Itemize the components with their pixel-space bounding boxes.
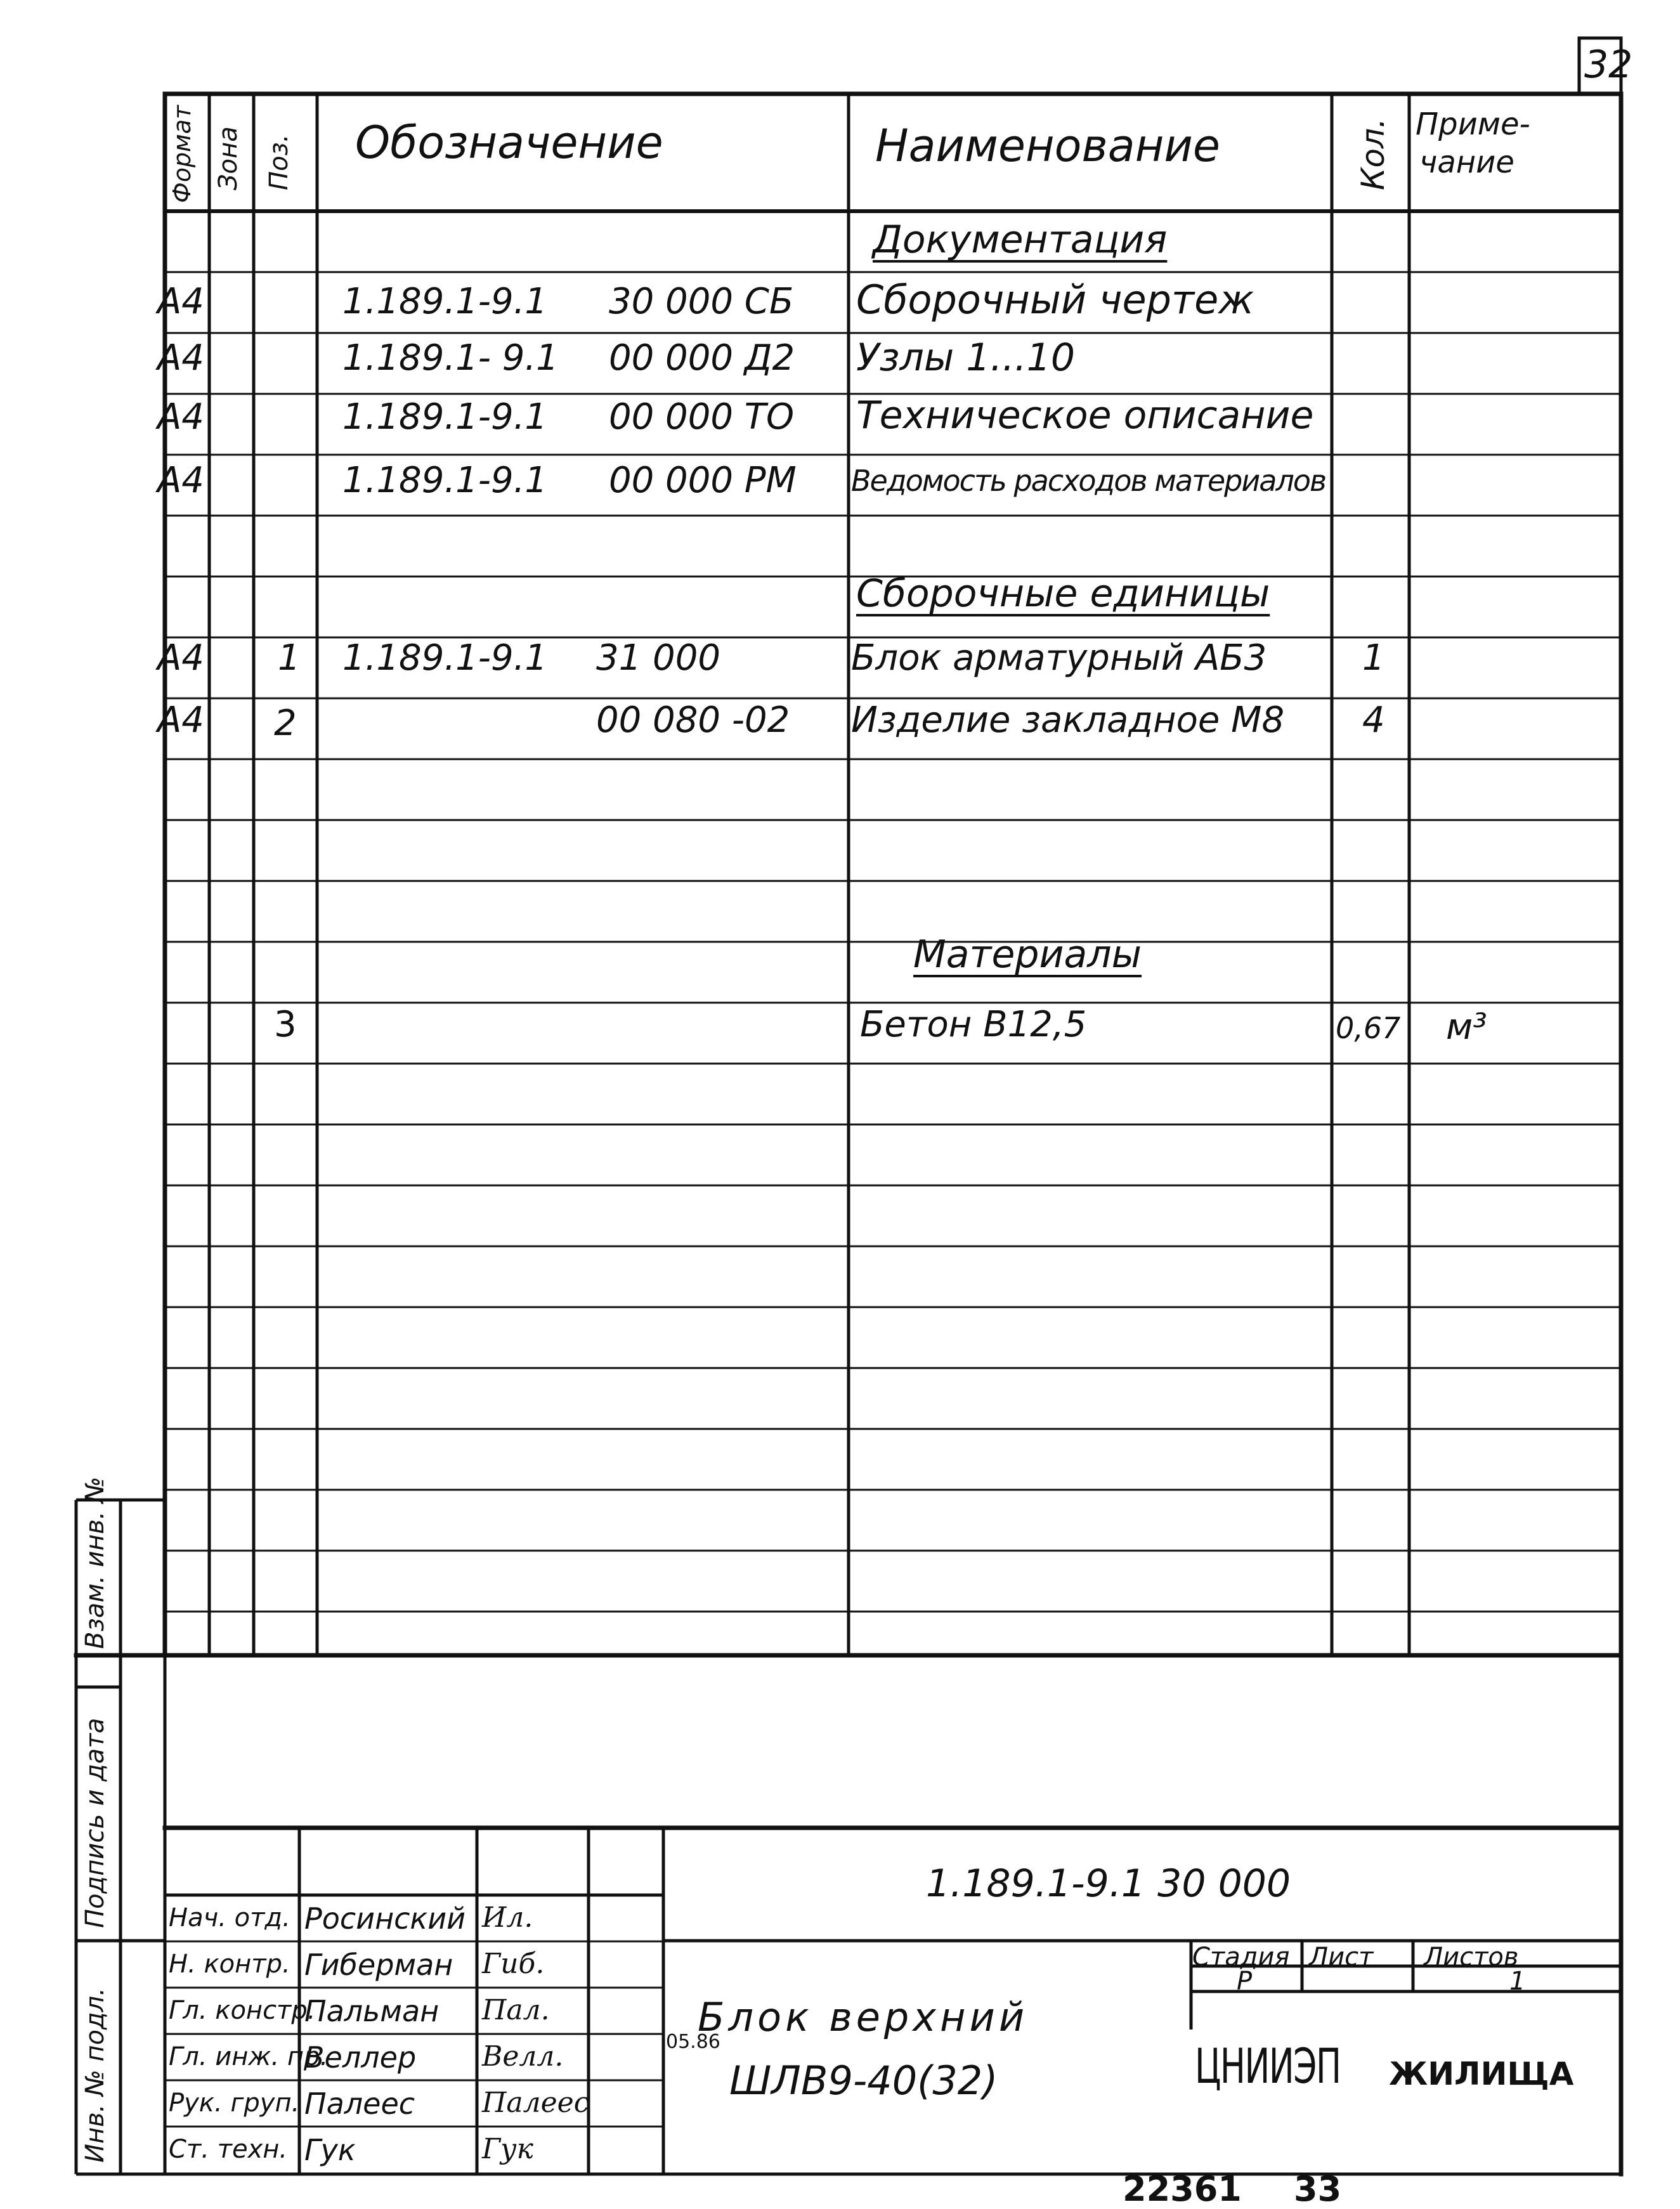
staff-signature: Ил. xyxy=(482,1901,533,1934)
staff-name: Палеес xyxy=(304,2087,415,2121)
row-1-designation-a: 1.189.1-9.1 xyxy=(342,281,548,322)
row-7-note: м³ xyxy=(1446,1007,1487,1048)
row-6-designation-b: 00 080 -02 xyxy=(596,700,790,741)
row-1-format: А4 xyxy=(157,281,204,322)
stage-value: Р xyxy=(1237,1967,1253,1996)
row-5-name: Блок арматурный АБ3 xyxy=(851,637,1267,679)
stamp-signature-date: Подпись и дата xyxy=(81,1717,110,1928)
section-documentation: Документация xyxy=(873,218,1168,262)
staff-role: Нач. отд. xyxy=(169,1903,290,1932)
staff-signature: Гук xyxy=(482,2133,533,2165)
staff-role: Гл. инж. пр. xyxy=(169,2042,329,2071)
sheets-value: 1 xyxy=(1509,1967,1526,1996)
staff-signature: Пал. xyxy=(482,1994,550,2026)
staff-name: Гук xyxy=(304,2133,356,2167)
header-qty: Кол. xyxy=(1355,118,1391,190)
row-6-format: А4 xyxy=(157,700,204,741)
header-pos: Поз. xyxy=(264,134,294,190)
row-2-designation-a: 1.189.1- 9.1 xyxy=(342,337,559,379)
row-5-designation-a: 1.189.1-9.1 xyxy=(342,637,548,679)
sheets-label: Листов xyxy=(1424,1943,1519,1972)
row-2-format: А4 xyxy=(157,337,204,379)
row-2-name: Узлы 1...10 xyxy=(856,336,1075,380)
staff-signature: Велл. xyxy=(482,2040,564,2073)
header-note-1: Приме- xyxy=(1416,107,1530,142)
row-7-name: Бетон В12,5 xyxy=(860,1004,1087,1045)
archive-page: 33 xyxy=(1294,2169,1342,2209)
header-zone: Зона xyxy=(214,126,243,190)
row-5-designation-b: 31 000 xyxy=(596,637,720,679)
row-4-designation-b: 00 000 РМ xyxy=(609,460,797,501)
stage-label: Стадия xyxy=(1192,1943,1290,1972)
section-assembly-units: Сборочные единицы xyxy=(856,571,1270,616)
stamp-inv-no: Инв. № подл. xyxy=(81,1988,110,2163)
row-6-name: Изделие закладное М8 xyxy=(851,700,1285,741)
row-3-format: А4 xyxy=(157,396,204,438)
staff-signature: Палеес xyxy=(482,2087,590,2119)
staff-signature: Гиб. xyxy=(482,1948,545,1980)
page-number: 32 xyxy=(1584,42,1633,87)
row-7-pos: 3 xyxy=(274,1004,297,1045)
staff-role: Гл. констр. xyxy=(169,1996,316,2025)
row-5-qty: 1 xyxy=(1362,637,1385,679)
staff-name: Гиберман xyxy=(304,1948,453,1982)
row-1-name: Сборочный чертеж xyxy=(856,277,1254,323)
header-format: Формат xyxy=(168,105,196,203)
staff-name: Росинский xyxy=(304,1901,466,1936)
staff-name: Веллер xyxy=(304,2040,417,2075)
row-6-pos: 2 xyxy=(274,703,297,744)
row-3-designation-b: 00 000 ТО xyxy=(609,396,795,438)
title-line-2: ШЛВ9-40(32) xyxy=(729,2057,998,2104)
row-3-name: Техническое описание xyxy=(856,393,1314,438)
header-designation: Обозначение xyxy=(355,117,663,169)
row-5-format: А4 xyxy=(157,637,204,679)
section-materials: Материалы xyxy=(913,932,1142,977)
header-note-2: чание xyxy=(1419,145,1514,180)
stamp-vzam-inv: Взам. инв. № xyxy=(81,1476,110,1649)
staff-name: Пальман xyxy=(304,1994,440,2028)
row-6-qty: 4 xyxy=(1362,700,1385,741)
approval-date: 05.86 xyxy=(666,2031,720,2053)
row-4-name: Ведомость расходов материалов xyxy=(851,464,1326,498)
doc-code: 1.189.1-9.1 30 000 xyxy=(926,1861,1291,1906)
row-4-designation-a: 1.189.1-9.1 xyxy=(342,460,548,501)
staff-role: Ст. техн. xyxy=(169,2135,288,2164)
staff-role: Н. контр. xyxy=(169,1950,290,1979)
row-5-pos: 1 xyxy=(278,637,301,679)
header-name: Наименование xyxy=(875,120,1220,172)
archive-number: 22361 xyxy=(1123,2169,1242,2209)
row-3-designation-a: 1.189.1-9.1 xyxy=(342,396,548,438)
row-7-qty: 0,67 xyxy=(1336,1011,1401,1045)
row-4-format: А4 xyxy=(157,460,204,501)
title-line-1: Блок верхний xyxy=(698,1994,1029,2040)
sheet-label: Лист xyxy=(1309,1943,1374,1972)
row-2-designation-b: 00 000 Д2 xyxy=(609,337,795,379)
staff-role: Рук. груп. xyxy=(169,2088,300,2118)
row-1-designation-b: 30 000 СБ xyxy=(609,281,794,322)
organization-a: ЦНИИЭП xyxy=(1195,2038,1341,2094)
organization-b: ЖИЛИЩА xyxy=(1389,2056,1574,2092)
